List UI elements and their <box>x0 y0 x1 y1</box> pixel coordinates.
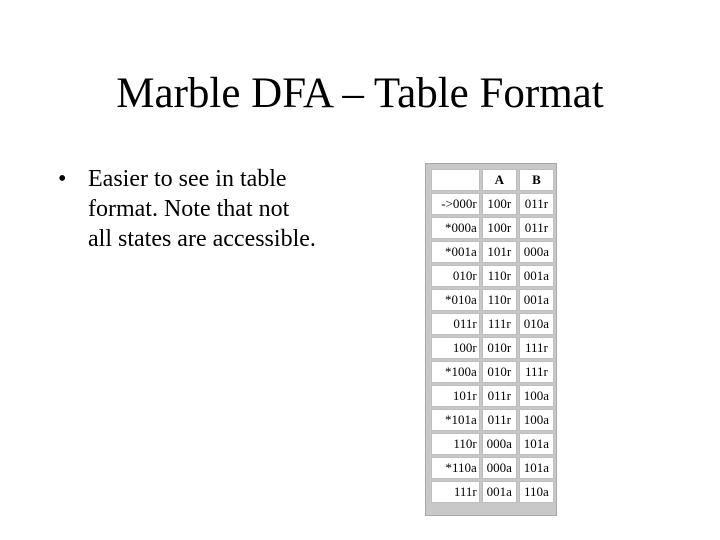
table-row <box>431 289 554 311</box>
table-row <box>431 217 554 239</box>
table-row <box>431 457 554 479</box>
transition-table-frame <box>425 163 557 516</box>
table-row <box>431 337 554 359</box>
state-cell: 110r <box>431 433 480 455</box>
table-row <box>431 409 554 431</box>
state-cell: ->000r <box>431 193 480 215</box>
table-row <box>431 481 554 503</box>
table-row <box>431 313 554 335</box>
input-b-cell: 001a <box>519 289 554 311</box>
state-cell: *101a <box>431 409 480 431</box>
table-header-row <box>431 169 554 191</box>
input-a-cell: 110r <box>482 265 517 287</box>
input-a-cell: 110r <box>482 289 517 311</box>
input-b-cell: 001a <box>519 265 554 287</box>
bullet-marker: • <box>58 166 67 192</box>
table-row <box>431 433 554 455</box>
table-row <box>431 361 554 383</box>
table-row <box>431 385 554 407</box>
bullet-line: Easier to see in table <box>88 166 287 192</box>
table-header-cell: A <box>482 169 517 191</box>
table-header-cell <box>431 169 480 191</box>
state-cell: 011r <box>431 313 480 335</box>
input-b-cell: 101a <box>519 433 554 455</box>
input-b-cell: 010a <box>519 313 554 335</box>
table-row <box>431 241 554 263</box>
input-a-cell: 010r <box>482 361 517 383</box>
input-b-cell: 011r <box>519 217 554 239</box>
input-b-cell: 111r <box>519 361 554 383</box>
bullet-line: format. Note that not <box>88 196 290 222</box>
table-header-cell: B <box>519 169 554 191</box>
input-a-cell: 100r <box>482 217 517 239</box>
bullet-text <box>88 164 378 254</box>
input-b-cell: 110a <box>519 481 554 503</box>
input-a-cell: 101r <box>482 241 517 263</box>
state-cell: *001a <box>431 241 480 263</box>
input-a-cell: 011r <box>482 409 517 431</box>
input-a-cell: 010r <box>482 337 517 359</box>
state-cell: 010r <box>431 265 480 287</box>
bullet-line: all states are accessible. <box>88 226 316 252</box>
input-a-cell: 100r <box>482 193 517 215</box>
input-b-cell: 111r <box>519 337 554 359</box>
input-a-cell: 000a <box>482 457 517 479</box>
input-b-cell: 011r <box>519 193 554 215</box>
input-a-cell: 111r <box>482 313 517 335</box>
state-cell: *100a <box>431 361 480 383</box>
input-b-cell: 100a <box>519 409 554 431</box>
transition-table <box>429 167 556 505</box>
input-a-cell: 000a <box>482 433 517 455</box>
table-row <box>431 193 554 215</box>
state-cell: 111r <box>431 481 480 503</box>
table-row <box>431 265 554 287</box>
slide-title: Marble DFA – Table Format <box>116 70 604 117</box>
state-cell: *010a <box>431 289 480 311</box>
input-b-cell: 000a <box>519 241 554 263</box>
state-cell: 100r <box>431 337 480 359</box>
input-a-cell: 001a <box>482 481 517 503</box>
state-cell: 101r <box>431 385 480 407</box>
input-a-cell: 011r <box>482 385 517 407</box>
state-cell: *000a <box>431 217 480 239</box>
input-b-cell: 100a <box>519 385 554 407</box>
input-b-cell: 101a <box>519 457 554 479</box>
state-cell: *110a <box>431 457 480 479</box>
